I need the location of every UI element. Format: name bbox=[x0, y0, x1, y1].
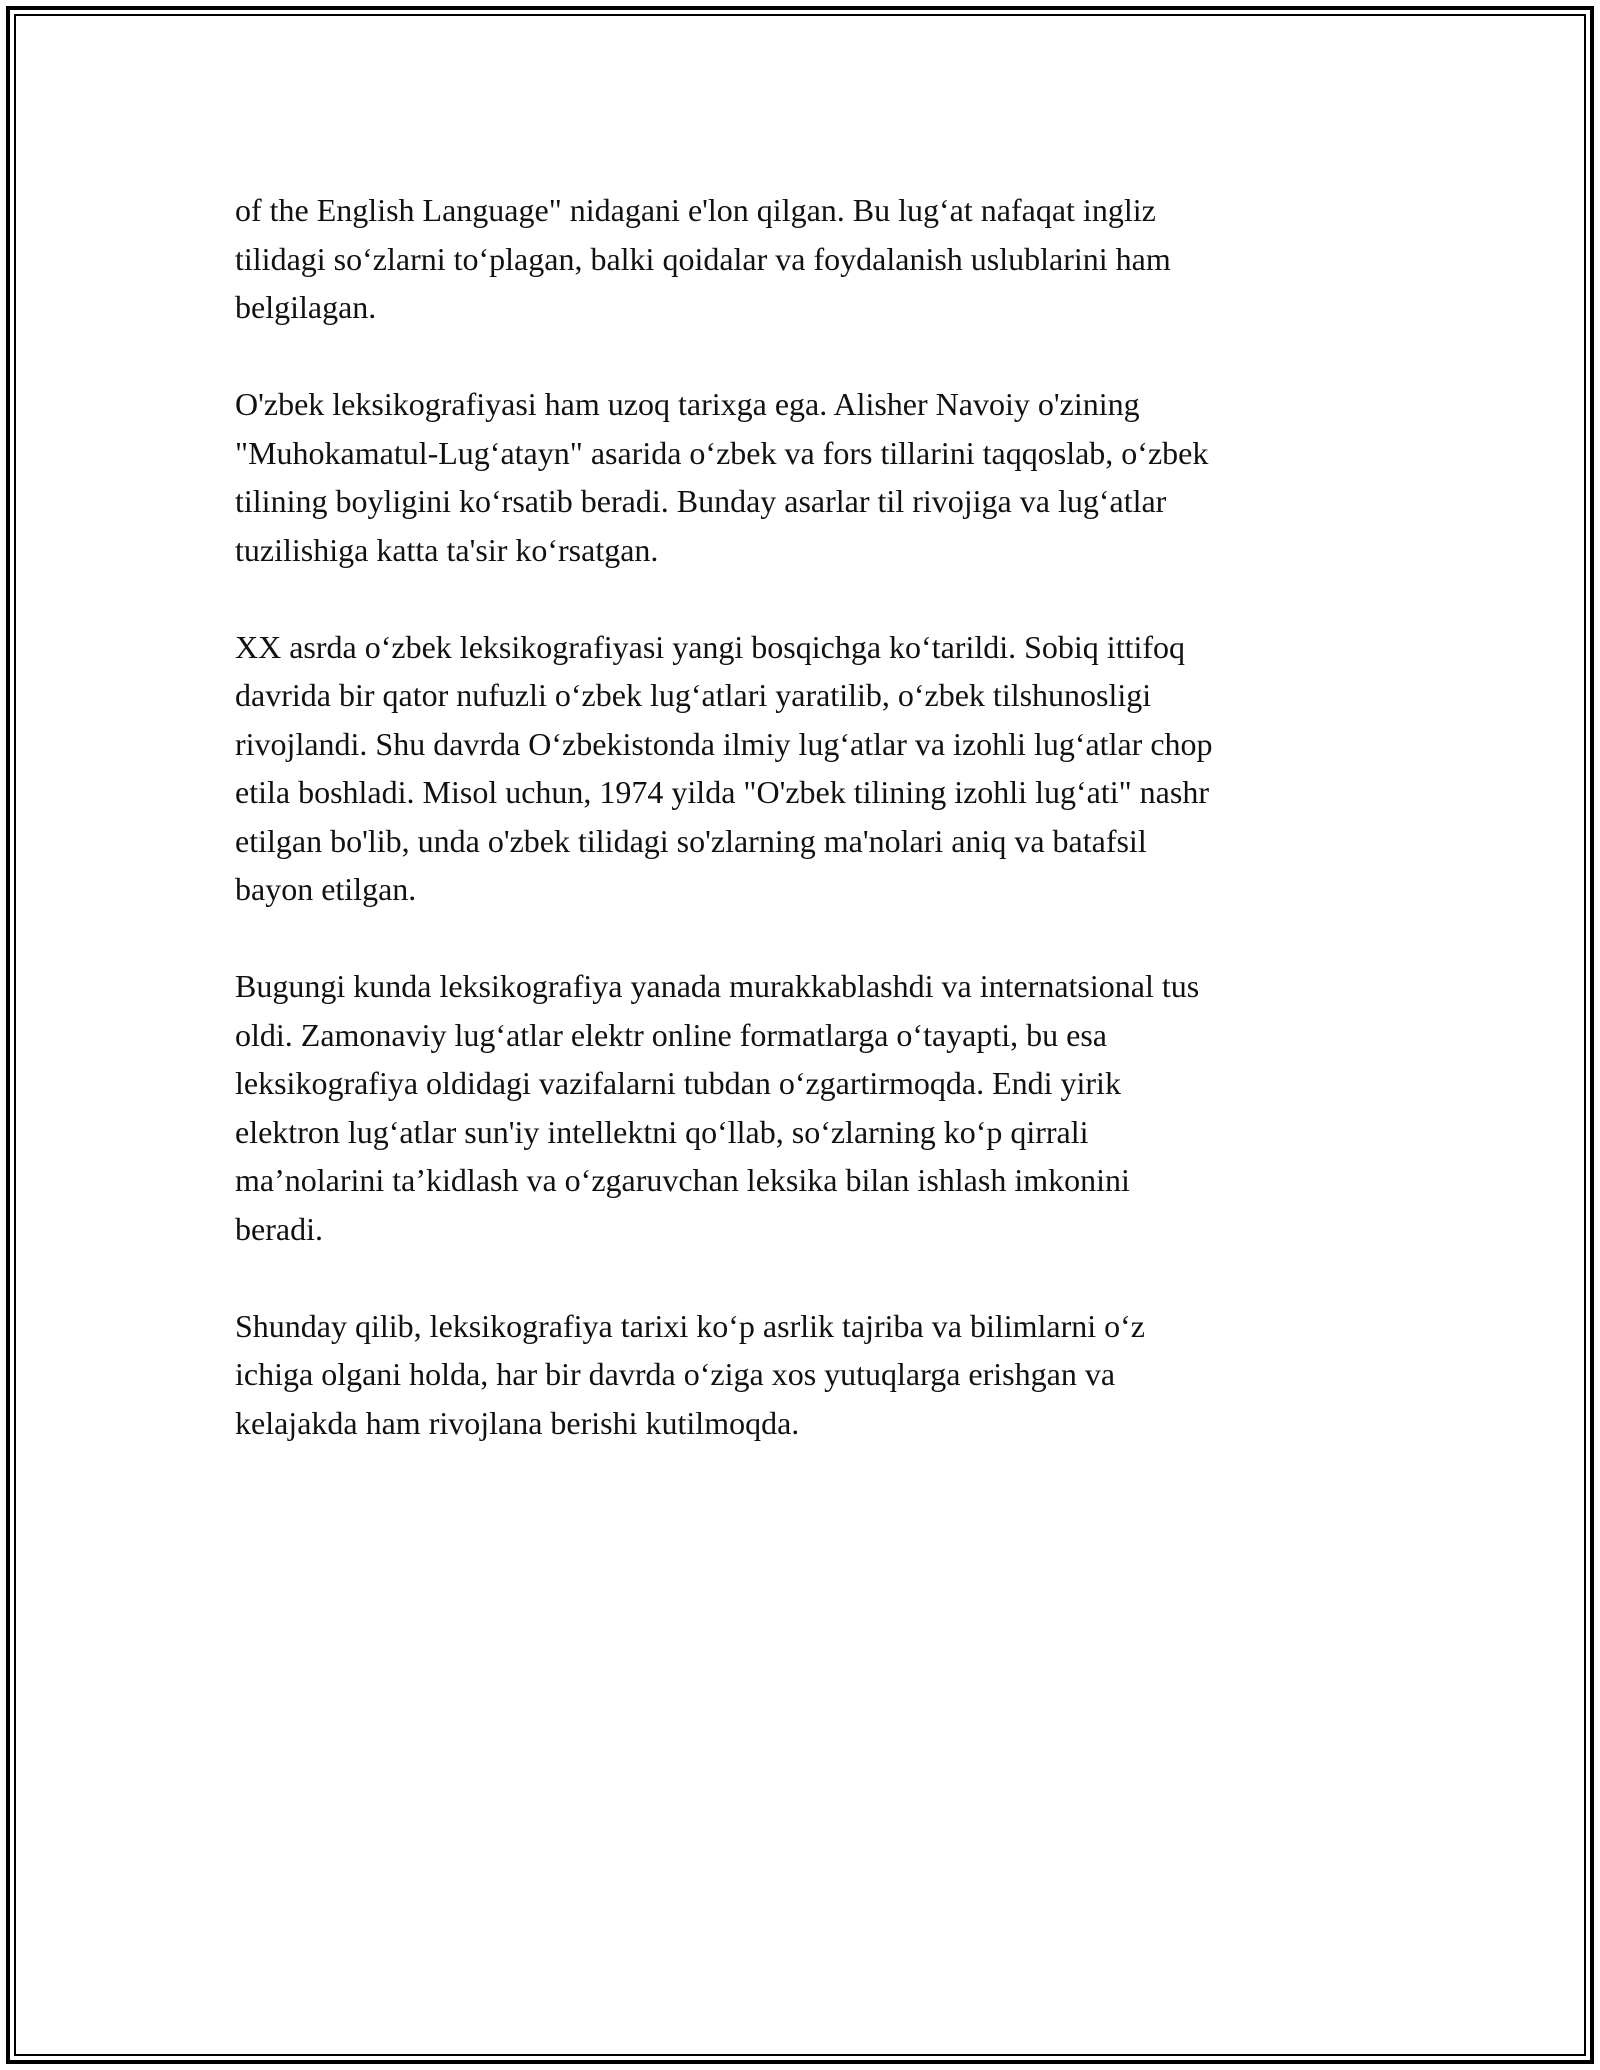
paragraph-line: "Muhokamatul-Lug‘atayn" asarida o‘zbek va fors tillarini taqqoslab, o‘zbek bbox=[235, 434, 1209, 471]
paragraph-line: rivojlandi. Shu davrda O‘zbekistonda ilmiy lug‘atlar va izohli lug‘atlar chop bbox=[235, 725, 1213, 762]
paragraph-line: belgilagan. bbox=[235, 289, 377, 325]
paragraph-line: kelajakda ham rivojlana berishi kutilmoqda. bbox=[235, 1404, 800, 1441]
paragraph-line: davrida bir qator nufuzli o‘zbek lug‘atlari yaratilib, o‘zbek tilshunosligi bbox=[235, 677, 1152, 713]
paragraph-line: ichiga olgani holda, har bir davrda o‘ziga xos yutuqlarga erishgan va bbox=[235, 1356, 1116, 1392]
paragraph-line: tilidagi so‘zlarni to‘plagan, balki qoidalar va foydalanish uslublarini ham bbox=[235, 240, 1171, 277]
paragraph-line: etilgan bo'lib, unda o'zbek tilidagi so'zlarning ma'nolari aniq va batafsil bbox=[235, 822, 1147, 859]
paragraph-line: Bugungi kunda leksikografiya yanada murakkablashdi va internatsional tus bbox=[235, 968, 1200, 1004]
paragraph-line: O'zbek leksikografiyasi ham uzoq tarixga ega. Alisher Navoiy o'zining bbox=[235, 386, 1140, 422]
paragraph-line: tilining boyligini ko‘rsatib beradi. Bunday asarlar til rivojiga va lug‘atlar bbox=[235, 483, 1167, 519]
paragraph-line: Shunday qilib, leksikografiya tarixi ko‘p asrlik tajriba va bilimlarni o‘z bbox=[235, 1307, 1145, 1344]
paragraph-line: leksikografiya oldidagi vazifalarni tubdan o‘zgartirmoqda. Endi yirik bbox=[235, 1065, 1121, 1101]
paragraph-line: tuzilishiga katta ta'sir ko‘rsatgan. bbox=[235, 531, 659, 568]
paragraph-line: oldi. Zamonaviy lug‘atlar elektr online formatlarga o‘tayapti, bu esa bbox=[235, 1016, 1107, 1053]
paragraph-line: XX asrda o‘zbek leksikografiyasi yangi bosqichga ko‘tarildi. Sobiq ittifoq bbox=[235, 628, 1186, 665]
paragraph-conclusion bbox=[235, 1302, 1365, 1448]
paragraph-modern-lexicography bbox=[235, 962, 1365, 1253]
paragraph-line: beradi. bbox=[235, 1210, 323, 1247]
paragraph-english-dictionary bbox=[235, 186, 1365, 332]
document-body bbox=[235, 186, 1365, 1496]
paragraph-line: etila boshladi. Misol uchun, 1974 yilda "O'zbek tilining izohli lug‘ati" nashr bbox=[235, 774, 1209, 810]
paragraph-twentieth-century bbox=[235, 623, 1365, 914]
paragraph-line: bayon etilgan. bbox=[235, 871, 417, 907]
paragraph-line: of the English Language" nidagani e'lon qilgan. Bu lug‘at nafaqat ingliz bbox=[235, 192, 1156, 228]
paragraph-line: ma’nolarini ta’kidlash va o‘zgaruvchan leksika bilan ishlash imkonini bbox=[235, 1162, 1130, 1198]
paragraph-line: elektron lug‘atlar sun'iy intellektni qo‘llab, so‘zlarning ko‘p qirrali bbox=[235, 1113, 1089, 1150]
paragraph-uzbek-lexicography-history bbox=[235, 380, 1365, 574]
